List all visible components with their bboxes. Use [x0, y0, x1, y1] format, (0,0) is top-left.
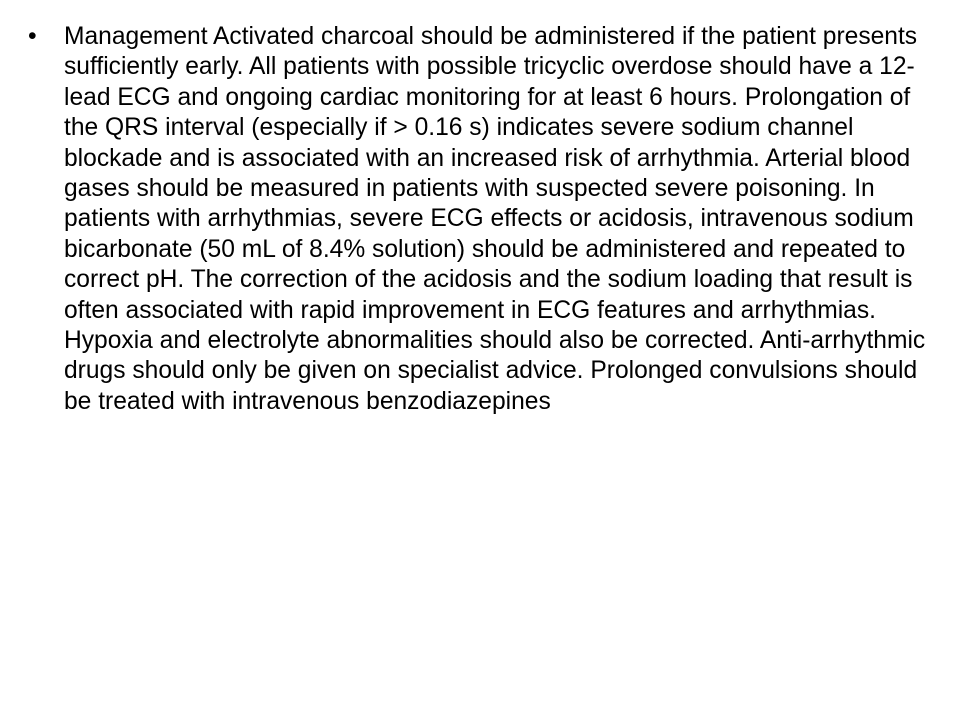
bullet-item — [28, 22, 928, 417]
bullet-marker: • — [28, 23, 37, 50]
management-paragraph: Management Activated charcoal should be administered if the patient presents sufficiently early. All patients with possible tricyclic overdose should have a 12-lead ECG and ongoing cardiac monitoring for at least 6 hours. Prolongation of the QRS interval (especially if > 0.16 s) indicates severe sodium channel blockade and is associated with an increased risk of arrhythmia. Arterial blood gases should be measured in patients with suspected severe poisoning. In patients with arrhythmias, severe ECG effects or acidosis, intravenous sodium bicarbonate (50 mL of 8.4% solution) should be administered and repeated to correct pH. The correction of the acidosis and the sodium loading that result is often associated with rapid improvement in ECG features and arrhythmias. Hypoxia and electrolyte abnormalities should also be corrected. Anti-arrhythmic drugs should only be given on specialist advice. Prolonged convulsions should be treated with intravenous benzodiazepines — [64, 23, 926, 415]
bullet-list — [28, 22, 928, 417]
